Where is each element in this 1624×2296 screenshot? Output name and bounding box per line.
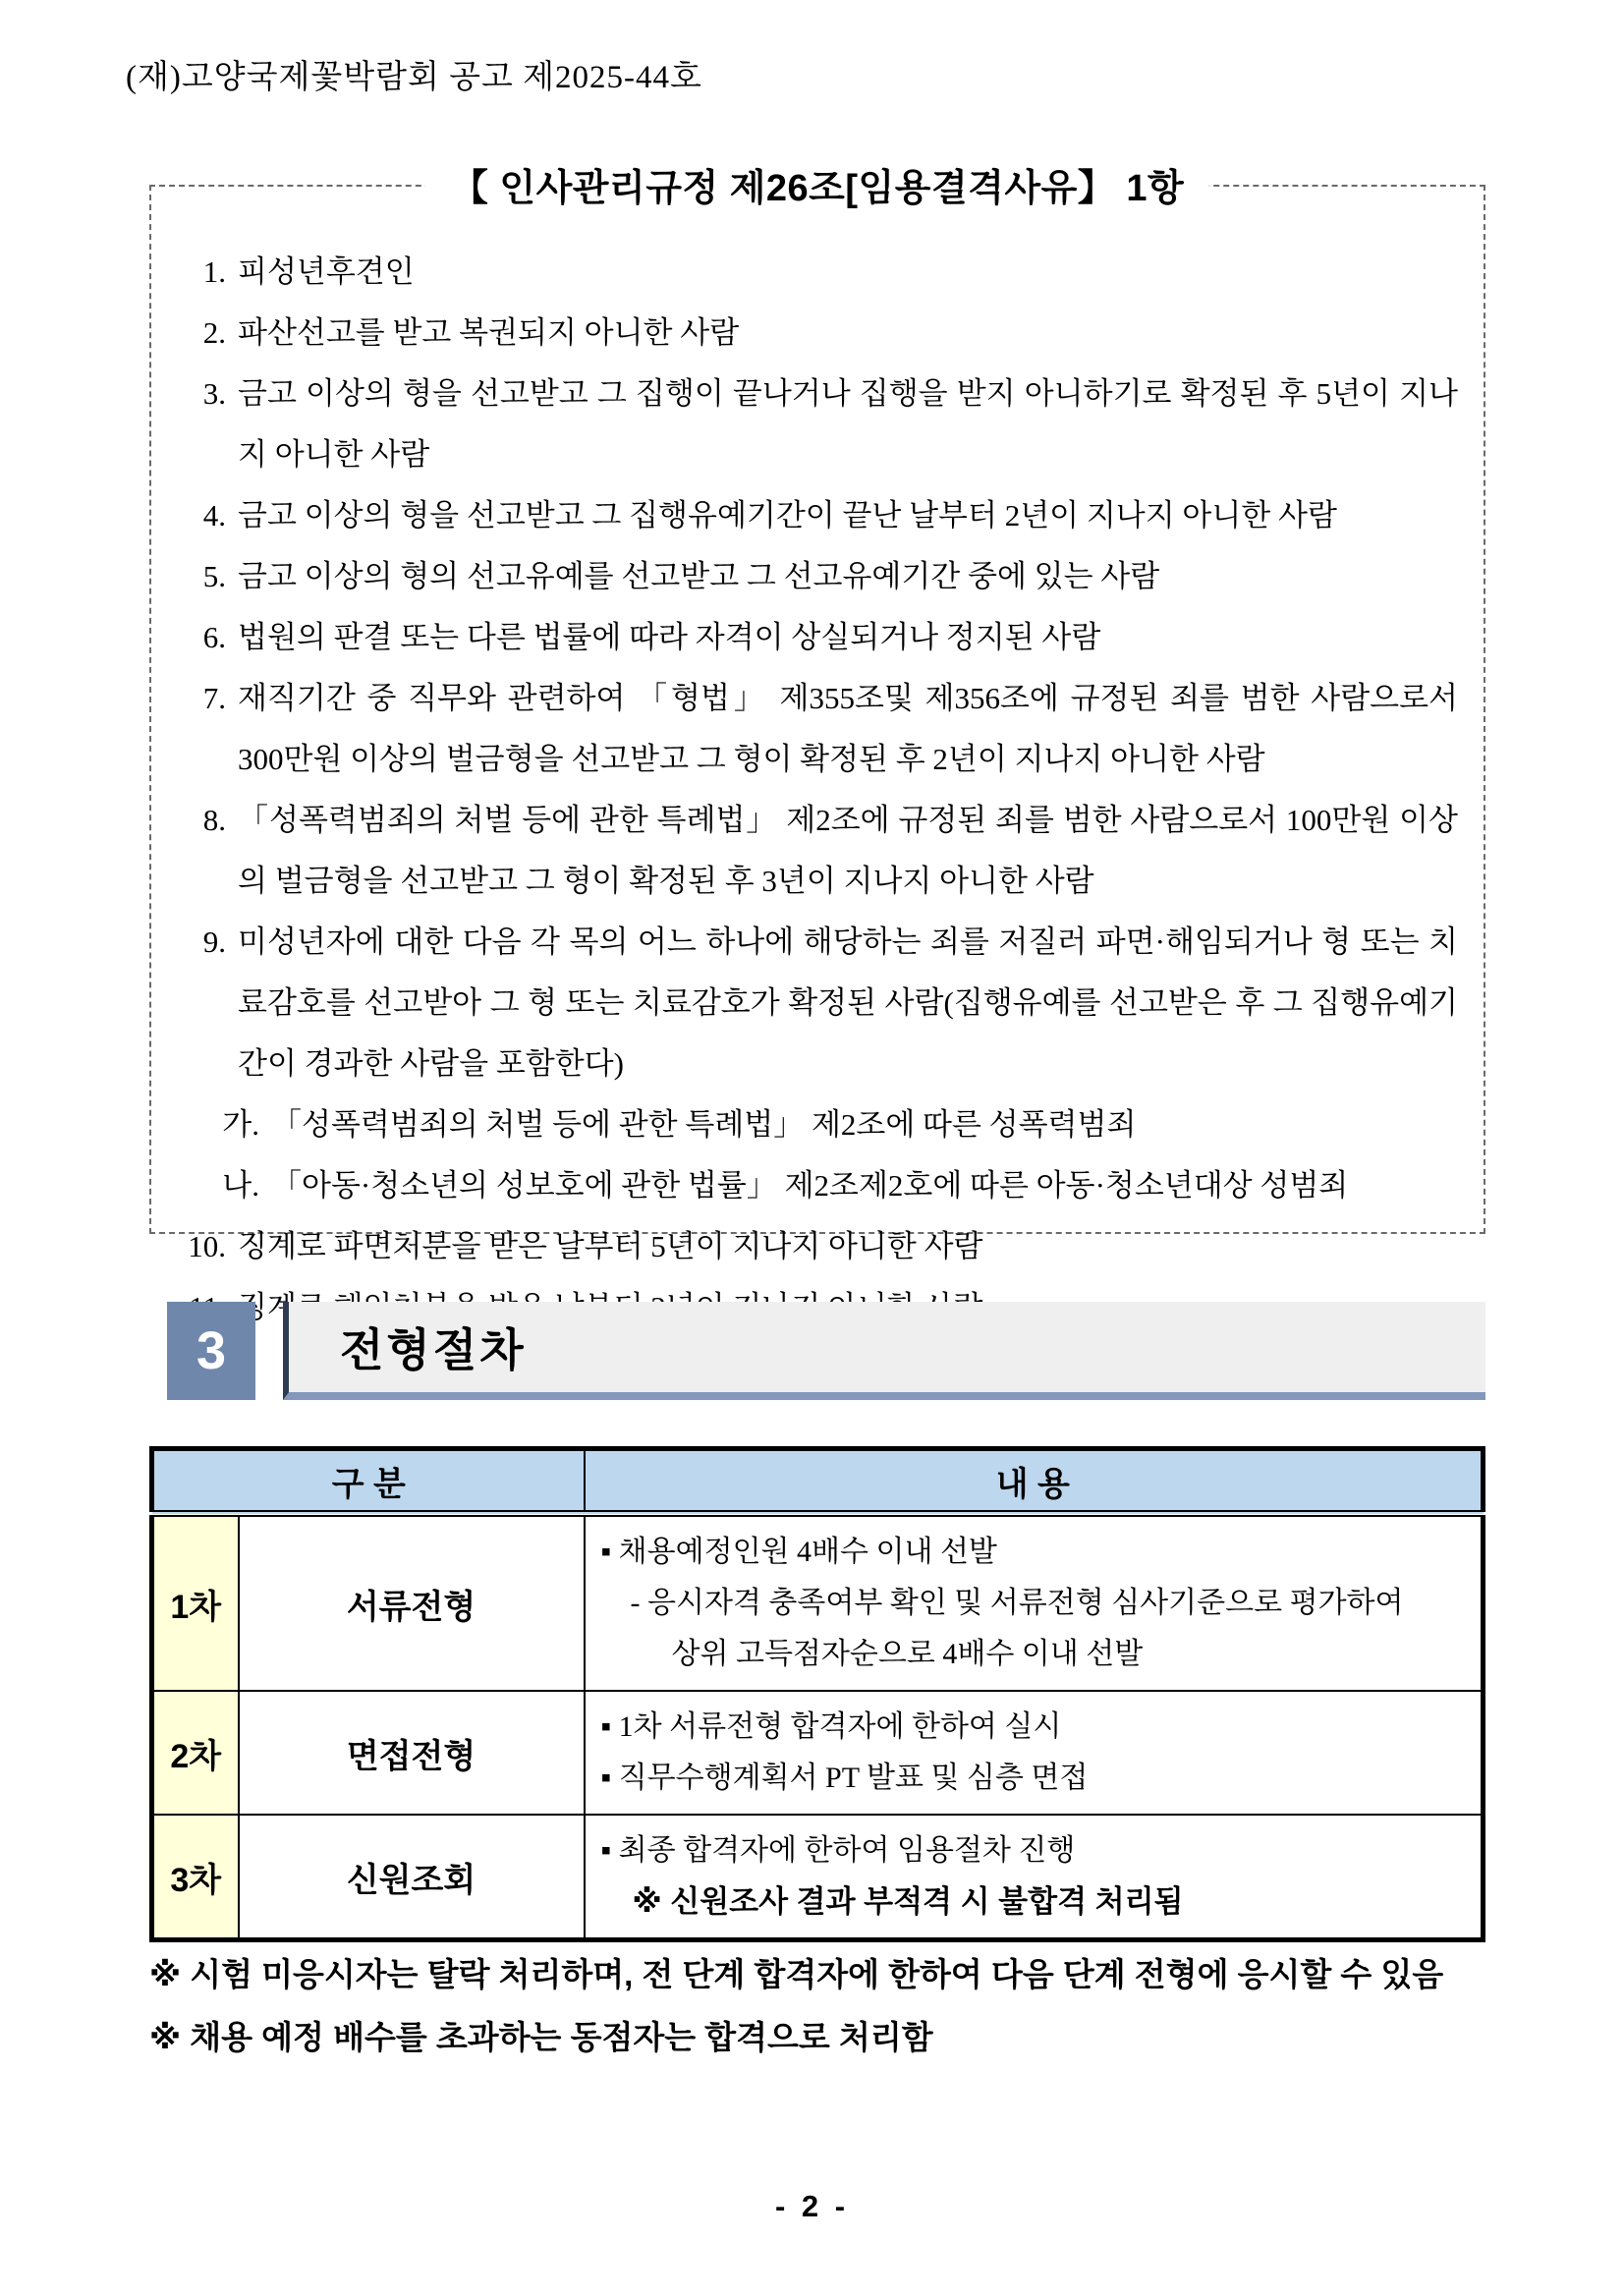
list-item-text: 금고 이상의 형을 선고받고 그 집행유예기간이 끝난 날부터 2년이 지나지 아니한 사람	[238, 498, 1337, 532]
content-line: ▪ 직무수행계획서 PT 발표 및 심층 면접	[600, 1762, 1089, 1794]
stage-cell: 1차	[152, 1514, 239, 1692]
note-line: ※ 채용 예정 배수를 초과하는 동점자는 합격으로 처리함	[149, 2019, 933, 2055]
list-item-text: 미성년자에 대한 다음 각 목의 어느 하나에 해당하는 죄를 저질러 파면·해임되거나 형 또는 치료감호를 선고받아 그 형 또는 치료감호가 확정된 사람(집행유예를 선고받은 후 그 집행유예기간이 경과한 사람을 포함한다)	[238, 924, 1458, 1081]
list-item-number: 4.	[202, 498, 226, 532]
list-item	[169, 364, 1458, 485]
table-row	[152, 1514, 1484, 1692]
name-cell: 면접전형	[239, 1691, 585, 1815]
section-title-bar	[283, 1302, 1485, 1400]
page-number: - 2 -	[774, 2189, 850, 2223]
footer-notes	[149, 1943, 1510, 2069]
list-item	[169, 303, 1458, 364]
table-header-row	[152, 1449, 1484, 1514]
list-item-text: 「성폭력범죄의 처벌 등에 관한 특례법」 제2조에 규정된 죄를 범한 사람으로서 100만원 이상의 벌금형을 선고받고 그 형이 확정된 후 3년이 지나지 아니한 사람	[238, 803, 1458, 898]
content-line: ▪ 1차 서류전형 합격자에 한하여 실시	[600, 1710, 1062, 1743]
disqualification-list	[151, 187, 1484, 1338]
list-item-number: 8.	[202, 803, 226, 837]
content-line: - 응시자격 충족여부 확인 및 서류전형 심사기준으로 평가하여	[630, 1587, 1404, 1619]
list-item-text: 징계로 파면처분을 받은 날부터 5년이 지나지 아니한 사람	[238, 1229, 983, 1263]
list-item-text: 피성년후견인	[238, 254, 415, 289]
list-item	[169, 242, 1458, 303]
stage-cell: 2차	[152, 1691, 239, 1815]
section-number-badge: 3	[167, 1302, 255, 1400]
list-item-text: 파산선고를 받고 복권되지 아니한 사람	[238, 315, 740, 350]
list-item-number: 9.	[202, 924, 226, 959]
list-item-text: 금고 이상의 형의 선고유예를 선고받고 그 선고유예기간 중에 있는 사람	[238, 559, 1160, 593]
disqualification-box	[149, 168, 1485, 1324]
note-line: ※ 시험 미응시자는 탈락 처리하며, 전 단계 합격자에 한하여 다음 단계 전형에 응시할 수 있음	[149, 1956, 1444, 1992]
section-title: 전형절차	[340, 1324, 527, 1375]
content-line-emphasis: ※ 신원조사 결과 부적격 시 불합격 처리됨	[632, 1884, 1184, 1919]
content-line: ▪ 최종 합격자에 한하여 임용절차 진행	[600, 1834, 1076, 1867]
list-item-text: 「성폭력범죄의 처벌 등에 관한 특례법」 제2조에 따른 성폭력범죄	[271, 1107, 1137, 1142]
content-line: 상위 고득점자순으로 4배수 이내 선발	[671, 1638, 1144, 1670]
stage-cell: 3차	[152, 1815, 239, 1940]
list-item-text: 「아동·청소년의 성보호에 관한 법률」 제2조제2호에 따른 아동·청소년대상 성범죄	[271, 1168, 1349, 1203]
list-subitem	[169, 1155, 1458, 1216]
doc-number: (재)고양국제꽃박람회 공고 제2025-44호	[126, 60, 702, 95]
content-cell	[585, 1691, 1484, 1815]
list-item-number: 3.	[202, 376, 226, 411]
list-item-number: 6.	[202, 620, 226, 654]
list-item	[169, 546, 1458, 607]
name-cell: 서류전형	[239, 1514, 585, 1692]
col-header-category: 구 분	[152, 1449, 585, 1514]
list-item-number: 7.	[202, 681, 226, 715]
content-line: ▪ 채용예정인원 4배수 이내 선발	[600, 1536, 997, 1568]
table-row	[152, 1691, 1484, 1815]
list-item	[169, 1216, 1458, 1277]
content-cell	[585, 1514, 1484, 1692]
list-item	[169, 668, 1458, 790]
selection-procedure-table	[149, 1446, 1485, 1942]
list-item	[169, 485, 1458, 546]
name-cell: 신원조회	[239, 1815, 585, 1940]
list-item-number: 5.	[202, 559, 226, 593]
list-item	[169, 790, 1458, 912]
list-item-text: 징계로	[238, 1290, 326, 1324]
list-item-text: 재직기간 중 직무와 관련하여 「형법」 제355조및 제356조에 규정된 죄를 범한 사람으로서 300만원 이상의 벌금형을 선고받고 그 형이 확정된 후 2년이 지나지 아니한 사람	[238, 681, 1458, 776]
list-item-number: 가.	[222, 1107, 259, 1142]
list-item	[169, 912, 1458, 1094]
list-subitem	[169, 1094, 1458, 1155]
list-item-number: 2.	[202, 315, 226, 350]
list-item-number: 10.	[188, 1229, 226, 1263]
disqualification-box-title: 【 인사관리규정 제26조[임용결격사유】 1항	[425, 157, 1209, 211]
content-cell	[585, 1815, 1484, 1940]
list-item-number: 1.	[202, 254, 226, 289]
list-item-number: 나.	[222, 1168, 259, 1203]
list-item	[169, 607, 1458, 668]
col-header-content: 내 용	[585, 1449, 1484, 1514]
table-row	[152, 1815, 1484, 1940]
list-item-text: 법원의 판결 또는 다른 법률에 따라 자격이 상실되거나 정지된 사람	[238, 620, 1101, 654]
list-item-text: 금고 이상의 형을 선고받고 그 집행이 끝나거나 집행을 받지 아니하기로 확정된 후 5년이 지나지 아니한 사람	[238, 376, 1458, 472]
